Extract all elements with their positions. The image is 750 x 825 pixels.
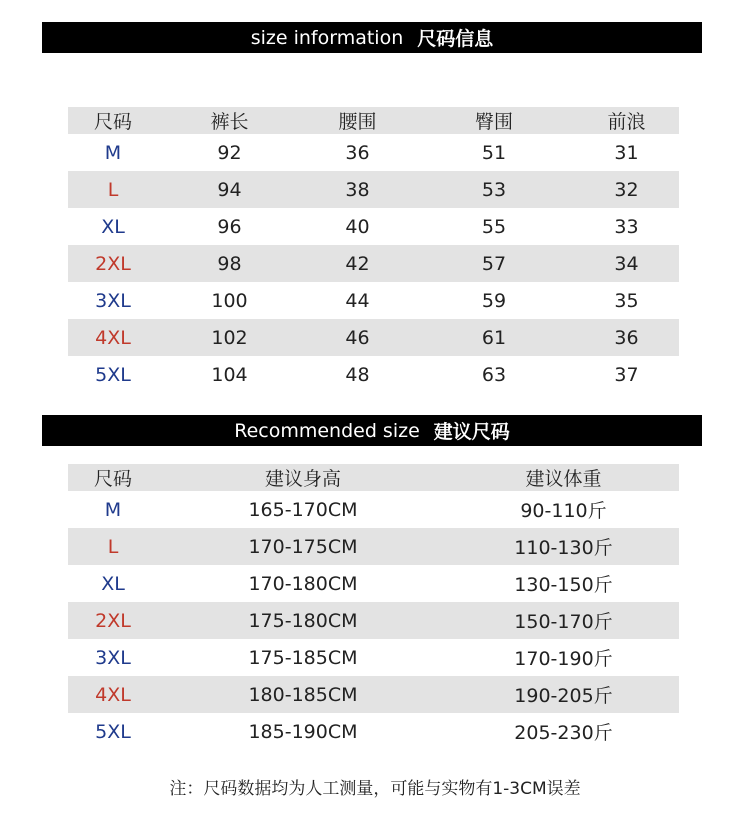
hip-cell: 55	[481, 215, 507, 238]
front-rise-cell: 34	[574, 245, 679, 282]
pants-length-cell: 94	[158, 171, 301, 208]
hip-cell: 57	[414, 245, 574, 282]
pants-length-cell: 104	[211, 363, 248, 386]
front-rise-cell: 32	[574, 171, 679, 208]
table-row	[68, 602, 679, 639]
table-row	[68, 639, 679, 676]
waist-cell: 46	[301, 319, 414, 356]
size-label: L	[68, 171, 158, 208]
weight-cell: 150-170斤	[448, 602, 679, 639]
table-row	[68, 676, 679, 713]
size-information-banner	[42, 22, 702, 53]
size-label: 2XL	[68, 602, 158, 639]
table-row	[68, 282, 679, 319]
weight-cell: 170-190斤	[514, 648, 613, 670]
waist-cell: 38	[301, 171, 414, 208]
waist-cell: 36	[345, 141, 370, 164]
front-rise-cell: 37	[614, 363, 639, 386]
hip-cell: 61	[414, 319, 574, 356]
pants-length-cell: 100	[211, 289, 248, 312]
table-row	[68, 208, 679, 245]
size-label: M	[104, 141, 122, 164]
size-label: 5XL	[95, 720, 131, 743]
pants-length-cell: 92	[217, 141, 242, 164]
table-row	[68, 565, 679, 602]
hip-cell: 51	[481, 141, 507, 164]
header-size: 尺码	[68, 107, 158, 134]
height-cell: 175-180CM	[158, 602, 448, 639]
recommended-size-table	[68, 464, 679, 750]
table-row	[68, 491, 679, 528]
size-label: M	[104, 498, 122, 521]
size-information-table	[68, 107, 679, 393]
height-cell: 185-190CM	[248, 720, 358, 743]
front-rise-cell: 35	[614, 289, 639, 312]
weight-cell: 205-230斤	[514, 722, 613, 744]
header-waist: 腰围	[301, 107, 414, 134]
hip-cell: 59	[481, 289, 507, 312]
banner-title-en: Recommended size	[234, 419, 420, 442]
header-front-rise: 前浪	[574, 107, 679, 134]
size-label: 4XL	[68, 319, 158, 356]
hip-cell: 53	[414, 171, 574, 208]
header-recommended-height: 建议身高	[158, 464, 448, 491]
waist-cell: 44	[345, 289, 370, 312]
height-cell: 170-180CM	[248, 572, 358, 595]
pants-length-cell: 98	[158, 245, 301, 282]
table-row	[68, 356, 679, 393]
waist-cell: 42	[301, 245, 414, 282]
size-label: 3XL	[95, 646, 131, 669]
height-cell: 175-185CM	[248, 646, 358, 669]
table-row	[68, 319, 679, 356]
table-row	[68, 528, 679, 565]
table-row	[68, 171, 679, 208]
header-hip: 臀围	[414, 107, 574, 134]
banner-title-zh: 尺码信息	[417, 28, 494, 50]
weight-cell: 130-150斤	[514, 574, 613, 596]
table-row	[68, 245, 679, 282]
weight-cell: 190-205斤	[448, 676, 679, 713]
table-header-row	[68, 107, 679, 134]
recommended-size-banner	[42, 415, 702, 446]
table-row	[68, 134, 679, 171]
size-label: XL	[101, 572, 125, 595]
pants-length-cell: 102	[158, 319, 301, 356]
height-cell: 170-175CM	[158, 528, 448, 565]
measurement-note: 注：尺码数据均为人工测量，可能与实物有1-3CM误差	[169, 779, 581, 799]
header-size: 尺码	[68, 464, 158, 491]
height-cell: 165-170CM	[248, 498, 358, 521]
pants-length-cell: 96	[217, 215, 242, 238]
banner-title-zh: 建议尺码	[433, 421, 510, 443]
height-cell: 180-185CM	[158, 676, 448, 713]
size-label: 2XL	[68, 245, 158, 282]
weight-cell: 90-110斤	[520, 500, 607, 522]
size-label: 3XL	[95, 289, 131, 312]
size-label: 4XL	[68, 676, 158, 713]
hip-cell: 63	[481, 363, 507, 386]
size-label: L	[68, 528, 158, 565]
waist-cell: 40	[345, 215, 370, 238]
table-header-row	[68, 464, 679, 491]
front-rise-cell: 33	[614, 215, 639, 238]
front-rise-cell: 36	[574, 319, 679, 356]
header-pants-length: 裤长	[158, 107, 301, 134]
table-row	[68, 713, 679, 750]
front-rise-cell: 31	[614, 141, 639, 164]
banner-title-en: size information	[250, 26, 404, 49]
size-label: XL	[101, 215, 125, 238]
size-label: 5XL	[95, 363, 131, 386]
header-recommended-weight: 建议体重	[448, 464, 679, 491]
weight-cell: 110-130斤	[448, 528, 679, 565]
waist-cell: 48	[345, 363, 370, 386]
